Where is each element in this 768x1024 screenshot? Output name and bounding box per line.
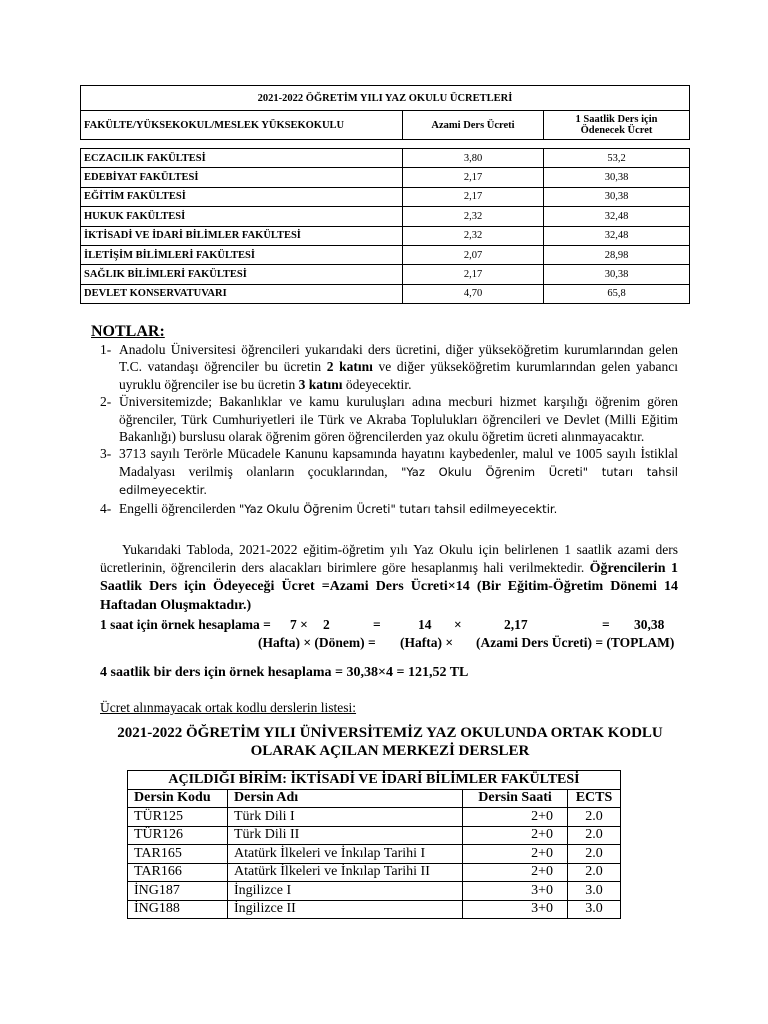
course-code: TAR166 xyxy=(128,863,228,882)
fee-hour: 32,48 xyxy=(544,226,690,245)
fee-hour: 30,38 xyxy=(544,265,690,284)
note-number: 4- xyxy=(100,500,112,516)
fee-hour: 30,38 xyxy=(544,168,690,187)
fee-hour: 32,48 xyxy=(544,207,690,226)
note-4-part-b: "Yaz Okulu Öğrenim Ücreti" tutarı tahsil edilmeyecektir. xyxy=(238,501,558,516)
example-1-weeks: 7 × xyxy=(290,617,308,632)
fee-max: 2,17 xyxy=(403,265,544,284)
note-1-part-c: ve diğer yükseköğretim kurumlarından gelen yabancı uyruklu öğrenciler ise bu ücretin xyxy=(119,359,679,392)
example-1-equals: = xyxy=(373,617,381,632)
courses-heading-line2: OLARAK AÇILAN MERKEZİ DERSLER xyxy=(250,743,530,759)
free-courses-label: Ücret alınmayacak ortak kodlu derslerin listesi: xyxy=(100,700,357,715)
fees-col-unit: FAKÜLTE/YÜKSEKOKUL/MESLEK YÜKSEKOKULU xyxy=(81,111,403,140)
example-1-semesters: 2 xyxy=(323,617,330,632)
course-hours: 2+0 xyxy=(463,845,568,864)
note-4-part-a: Engelli öğrencilerden xyxy=(119,500,239,516)
example-1-legend-2: (Hafta) × xyxy=(400,635,454,650)
course-hours: 2+0 xyxy=(463,826,568,845)
course-name: Atatürk İlkeleri ve İnkılap Tarihi II xyxy=(228,863,463,882)
course-ects: 2.0 xyxy=(568,808,621,827)
fee-max: 3,80 xyxy=(403,149,544,168)
note-3-part-b: "Yaz Okulu Öğrenim Ücreti" tutarı tahsil edilmeyecektir. xyxy=(119,464,678,498)
course-ects: 3.0 xyxy=(568,900,621,919)
course-name: İngilizce I xyxy=(228,882,463,901)
example-1-label: 1 saat için örnek hesaplama = xyxy=(100,617,271,632)
note-text xyxy=(119,500,678,518)
fees-col-hour xyxy=(544,111,690,140)
fee-unit: EĞİTİM FAKÜLTESİ xyxy=(81,187,403,206)
table-row xyxy=(81,168,690,187)
courses-col-hours: Dersin Saati xyxy=(463,789,568,808)
example-1-times: × xyxy=(454,617,462,632)
fee-hour: 65,8 xyxy=(544,284,690,303)
course-ects: 2.0 xyxy=(568,845,621,864)
note-4 xyxy=(100,500,678,518)
example-1-fee: 2,17 xyxy=(504,617,528,632)
table-row xyxy=(81,284,690,303)
note-2 xyxy=(100,393,678,445)
fees-table-header xyxy=(80,85,690,140)
example-1-calculation xyxy=(100,616,690,652)
fees-col-max: Azami Ders Ücreti xyxy=(403,111,544,140)
example-1-legend-1: (Hafta) × (Dönem) = xyxy=(258,635,376,650)
note-text xyxy=(119,445,678,499)
course-name: Atatürk İlkeleri ve İnkılap Tarihi I xyxy=(228,845,463,864)
course-code: İNG187 xyxy=(128,882,228,901)
notes-list xyxy=(100,341,678,518)
fee-max: 2,17 xyxy=(403,168,544,187)
note-3 xyxy=(100,445,678,499)
fee-unit: İKTİSADİ VE İDARİ BİLİMLER FAKÜLTESİ xyxy=(81,226,403,245)
note-number: 1- xyxy=(100,342,112,357)
example-1-equals-2: = xyxy=(602,617,610,632)
course-name: İngilizce II xyxy=(228,900,463,919)
fee-unit: DEVLET KONSERVATUVARI xyxy=(81,284,403,303)
course-name: Türk Dili II xyxy=(228,826,463,845)
fees-table-title: 2021-2022 ÖĞRETİM YILI YAZ OKULU ÜCRETLERİ xyxy=(81,86,690,111)
table-row xyxy=(81,149,690,168)
course-code: TÜR125 xyxy=(128,808,228,827)
fee-max: 2,17 xyxy=(403,187,544,206)
course-hours: 2+0 xyxy=(463,808,568,827)
table-row xyxy=(81,265,690,284)
course-code: TÜR126 xyxy=(128,826,228,845)
note-1-part-a: Anadolu Üniversitesi öğrencileri yukarıdaki ders ücretini, diğer yükseköğretim kurumlarından gelen T.C. vatandaşı öğrenciler bu ücretin xyxy=(119,342,678,375)
example-1-total: 30,38 xyxy=(634,617,665,632)
note-3-part-a: 3713 sayılı Terörle Mücadele Kanunu kapsamında hayatını kaybedenler, malul ve 1005 sayılı İstiklal Madalyası verilmiş olanların çocuklarından, xyxy=(119,446,678,479)
courses-heading-line1: 2021-2022 ÖĞRETİM YILI ÜNİVERSİTEMİZ YAZ OKULUNDA ORTAK KODLU xyxy=(117,725,663,741)
example-2-calculation: 4 saatlik bir ders için örnek hesaplama = 30,38×4 = 121,52 TL xyxy=(100,665,469,680)
fee-unit: ECZACILIK FAKÜLTESİ xyxy=(81,149,403,168)
fee-hour: 30,38 xyxy=(544,187,690,206)
course-hours: 2+0 xyxy=(463,863,568,882)
courses-unit-title: AÇILDIĞI BİRİM: İKTİSADİ VE İDARİ BİLİMLER FAKÜLTESİ xyxy=(128,771,621,790)
course-ects: 3.0 xyxy=(568,882,621,901)
explanation-text: Yukarıdaki Tabloda, 2021-2022 eğitim-öğretim yılı Yaz Okulu için belirlenen 1 saatlik azami ders ücretlerinin, öğrencilerin ders alacakları birimlere göre hesaplanmış hali verilmektedir. xyxy=(100,542,678,575)
note-1-emph-2x: 2 katını xyxy=(326,359,373,375)
explanation-paragraph xyxy=(100,541,678,614)
table-row xyxy=(128,900,621,919)
course-code: TAR165 xyxy=(128,845,228,864)
note-number: 3- xyxy=(100,446,112,462)
fees-table-body xyxy=(80,148,690,304)
fees-col-hour-line1: 1 Saatlik Ders için xyxy=(575,114,658,125)
fee-unit: İLETİŞİM BİLİMLERİ FAKÜLTESİ xyxy=(81,245,403,264)
table-row xyxy=(128,826,621,845)
courses-col-ects: ECTS xyxy=(568,789,621,808)
fee-hour: 53,2 xyxy=(544,149,690,168)
courses-table xyxy=(127,770,621,919)
explanation-formula: Öğrencilerin 1 Saatlik Ders için Ödeyeceği Ücret =Azami Ders Ücreti×14 (Bir Eğitim-Öğretim Dönemi 14 Haftadan Oluşmaktadır.) xyxy=(100,560,679,613)
table-row xyxy=(128,808,621,827)
fees-col-hour-line2: Ödenecek Ücret xyxy=(580,125,653,136)
note-text: Üniversitemizde; Bakanlıklar ve kamu kuruluşları adına mecburi hizmet karşılığı öğrenim gören öğrenciler, Türk Cumhuriyetleri ile Türk ve Akraba Toplulukları öğrencileri ve Devlet (Milli Eğitim Bakanlığı) burslusu olarak öğrenim gören öğrencilerden yaz okulu öğretim ücreti alınmayacaktır. xyxy=(119,394,678,445)
example-1-legend-3: (Azami Ders Ücreti) = (TOPLAM) xyxy=(476,635,675,650)
courses-col-name: Dersin Adı xyxy=(228,789,463,808)
note-text xyxy=(119,341,678,393)
courses-col-code: Dersin Kodu xyxy=(128,789,228,808)
fee-unit: EDEBİYAT FAKÜLTESİ xyxy=(81,168,403,187)
table-row xyxy=(81,245,690,264)
courses-heading xyxy=(90,724,690,760)
table-row xyxy=(81,226,690,245)
table-row xyxy=(81,207,690,226)
note-number: 2- xyxy=(100,394,112,410)
course-code: İNG188 xyxy=(128,900,228,919)
table-row xyxy=(128,845,621,864)
course-ects: 2.0 xyxy=(568,863,621,882)
fee-max: 2,32 xyxy=(403,207,544,226)
fee-max: 4,70 xyxy=(403,284,544,303)
note-1 xyxy=(100,341,678,393)
fee-hour: 28,98 xyxy=(544,245,690,264)
fee-max: 2,07 xyxy=(403,245,544,264)
table-row xyxy=(81,187,690,206)
course-hours: 3+0 xyxy=(463,900,568,919)
fee-max: 2,32 xyxy=(403,226,544,245)
note-1-emph-3x: 3 katını xyxy=(298,376,343,392)
table-row xyxy=(128,882,621,901)
example-1-total-weeks: 14 xyxy=(418,617,432,632)
fee-unit: SAĞLIK BİLİMLERİ FAKÜLTESİ xyxy=(81,265,403,284)
course-hours: 3+0 xyxy=(463,882,568,901)
course-ects: 2.0 xyxy=(568,826,621,845)
fee-unit: HUKUK FAKÜLTESİ xyxy=(81,207,403,226)
notes-title: NOTLAR: xyxy=(91,323,165,340)
note-1-part-e: ödeyecektir. xyxy=(342,376,412,392)
table-row xyxy=(128,863,621,882)
course-name: Türk Dili I xyxy=(228,808,463,827)
